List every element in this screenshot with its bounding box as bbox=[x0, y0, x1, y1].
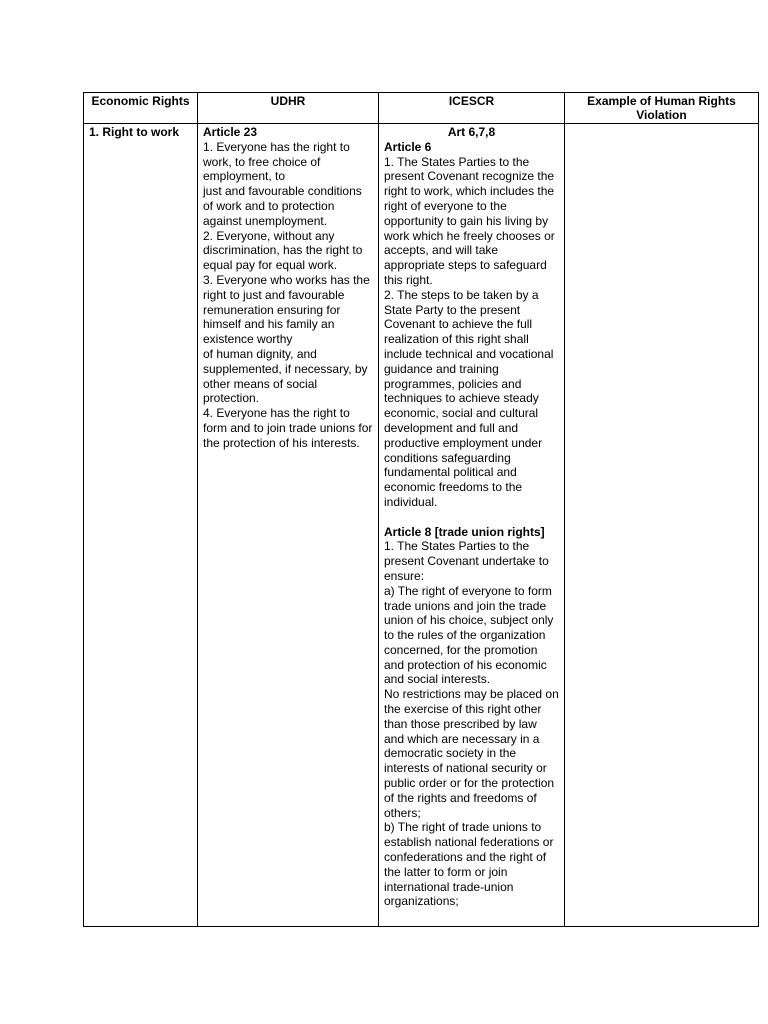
icescr-paragraph: a) The right of everyone to form trade unions and join the trade union of his choice, subject only to the rules of the organization concerned, for the promotion and protection of his economic and social interests. bbox=[384, 583, 554, 687]
right-to-work-label: 1. Right to work bbox=[89, 125, 179, 139]
header-udhr: UDHR bbox=[198, 93, 379, 124]
header-economic-rights: Economic Rights bbox=[84, 93, 198, 124]
icescr-paragraph: 1. The States Parties to the present Covenant recognize the right to work, which includes the right of everyone to the opportunity to gain his living by work which he freely chooses or accepts, and will take appropriate steps to safeguard this right. bbox=[384, 154, 555, 287]
icescr-paragraph: b) The right of trade unions to establish national federations or confederations and the right of the latter to form or join international trade-union organizations; bbox=[384, 820, 554, 909]
icescr-article8-title: Article 8 [trade union rights] bbox=[384, 524, 545, 539]
udhr-paragraph: of human dignity, and supplemented, if necessary, by other means of social protection. bbox=[203, 346, 368, 406]
udhr-article-title: Article 23 bbox=[203, 125, 258, 139]
icescr-paragraph: 1. The States Parties to the present Covenant undertake to ensure: bbox=[384, 539, 549, 583]
cell-right-name bbox=[84, 124, 198, 927]
icescr-paragraph: 2. The steps to be taken by a State Party to the present Covenant to achieve the full realization of this right shall include technical and vocational guidance and training programmes, policies and techniques to achieve steady economic, social and cultural development and full and productive employment under conditions safeguarding fundamental political and economic freedoms to the individual. bbox=[384, 287, 554, 509]
cell-example-violation bbox=[565, 124, 759, 927]
udhr-paragraph: 4. Everyone has the right to form and to join trade unions for the protection of his interests. bbox=[203, 406, 373, 450]
header-example-violation: Example of Human Rights Violation bbox=[565, 93, 759, 124]
cell-icescr bbox=[379, 124, 565, 927]
udhr-paragraph: 1. Everyone has the right to work, to free choice of employment, to bbox=[203, 139, 350, 184]
paragraph-gap bbox=[384, 510, 559, 525]
udhr-paragraph: 3. Everyone who works has the right to just and favourable remuneration ensuring for himself and his family an existence worthy bbox=[203, 272, 370, 347]
rights-table bbox=[83, 92, 759, 927]
table-row bbox=[84, 124, 759, 927]
cell-udhr bbox=[198, 124, 379, 927]
udhr-paragraph: 2. Everyone, without any discrimination, has the right to equal pay for equal work. bbox=[203, 228, 363, 273]
icescr-paragraph: No restrictions may be placed on the exercise of this right other than those prescribed by law and which are necessary in a democratic society in the interests of national security or public order or for the protection of the rights and freedoms of others; bbox=[384, 687, 559, 820]
udhr-paragraph: just and favourable conditions of work and to protection against unemployment. bbox=[203, 184, 362, 228]
header-icescr: ICESCR bbox=[379, 93, 565, 124]
table-header-row bbox=[84, 93, 759, 124]
icescr-heading: Art 6,7,8 bbox=[447, 125, 496, 139]
icescr-article6-title: Article 6 bbox=[384, 139, 432, 154]
